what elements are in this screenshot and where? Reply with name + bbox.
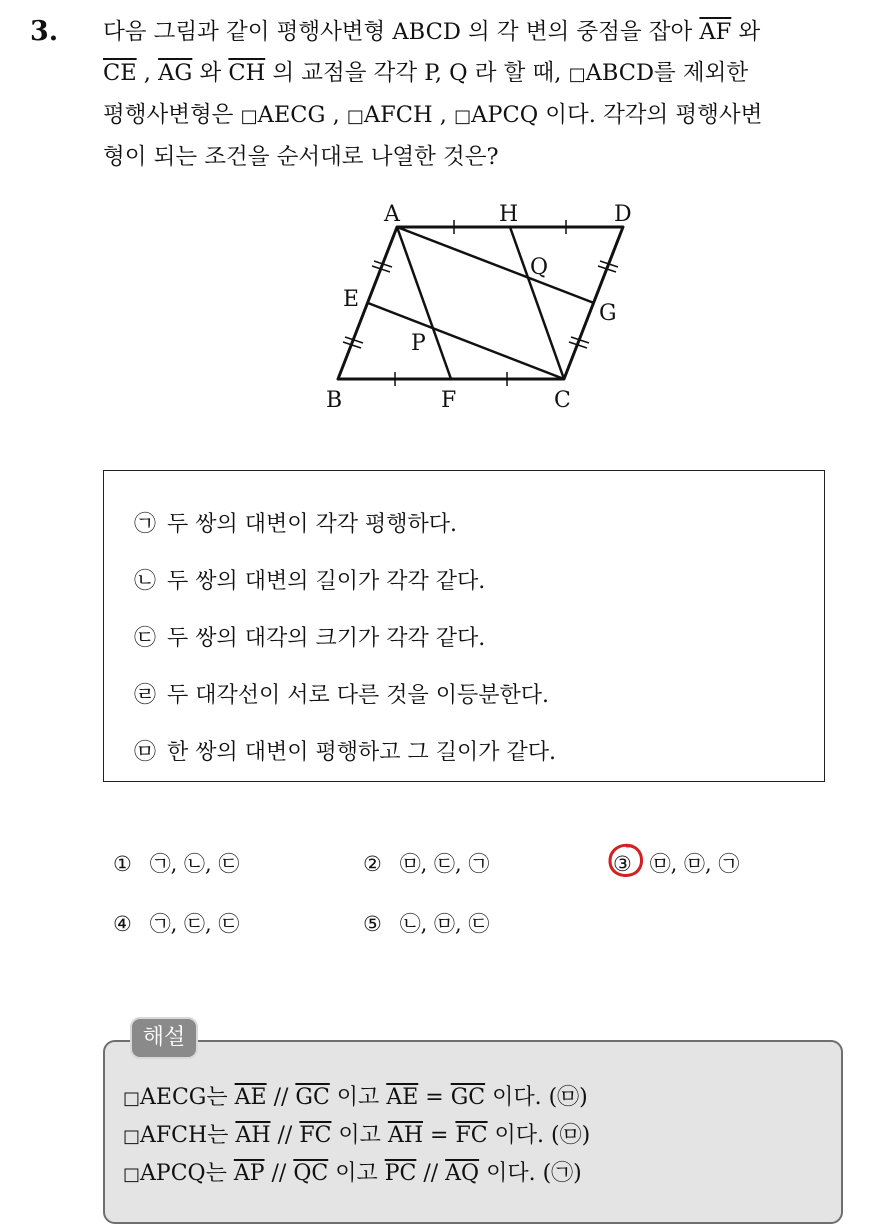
text-run: AECG , [257, 102, 347, 128]
square-symbol: □ [123, 1088, 141, 1109]
segment-notation: $\overline{AH}$ [235, 1123, 271, 1148]
text-run: 이다. (㉤) [485, 1085, 588, 1110]
question-text [103, 12, 873, 178]
label-f: F [441, 388, 457, 413]
choice-number: ⑤ [363, 912, 382, 936]
text-run: APCQ는 [140, 1161, 234, 1186]
choice-text: ㉠, ㉢, ㉢ [149, 912, 240, 936]
solution-tab: 해설 [130, 1017, 198, 1059]
text-run: 이고 [329, 1085, 387, 1110]
condition-text: 두 쌍의 대각의 크기가 각각 같다. [167, 626, 486, 651]
condition-marker: ㉡ [134, 569, 157, 594]
segment-notation: $\overline{FC}$ [455, 1123, 488, 1148]
choice-2[interactable] [363, 848, 489, 878]
condition-item [134, 678, 549, 709]
text-run: 이다. (㉠) [479, 1161, 582, 1186]
segment-ce [368, 303, 564, 379]
question-line [103, 53, 873, 95]
label-q: Q [530, 255, 549, 280]
question-number: 3. [30, 16, 59, 47]
text-run: // [270, 1123, 300, 1148]
condition-item [134, 735, 556, 766]
choice-number: ① [113, 852, 132, 876]
condition-item [134, 507, 457, 538]
label-g: G [599, 301, 617, 326]
text-run: = [418, 1085, 451, 1110]
question-line [103, 95, 873, 137]
text-run: ABCD를 제외한 [585, 60, 749, 86]
label-d: D [614, 202, 632, 227]
choice-text: ㉤, ㉤, ㉠ [649, 852, 740, 876]
solution-line [123, 1118, 590, 1149]
choice-number: ④ [113, 912, 132, 936]
segment-ag [397, 227, 594, 303]
condition-marker: ㉢ [134, 626, 157, 651]
question-line [103, 137, 873, 178]
segment-notation: $\overline{GC}$ [450, 1085, 486, 1110]
condition-text: 두 쌍의 대변의 길이가 각각 같다. [167, 569, 486, 594]
segment-af [397, 227, 451, 379]
segment-notation: $\overline{AQ}$ [445, 1161, 480, 1186]
label-a: A [384, 202, 400, 227]
conditions-box [103, 470, 825, 782]
choice-text: ㉠, ㉡, ㉢ [149, 852, 240, 876]
label-p: P [411, 331, 426, 356]
text-run: 다음 그림과 같이 평행사변형 ABCD 의 각 변의 중점을 잡아 [103, 19, 700, 45]
parallelogram-diagram [310, 190, 640, 420]
text-run: 의 교점을 각각 P, Q 라 할 때, [265, 60, 569, 86]
segment-notation: $\overline{AP}$ [233, 1161, 265, 1186]
segment-notation: $\overline{AH}$ [387, 1123, 424, 1148]
label-e: E [343, 287, 360, 312]
condition-marker: ㉠ [134, 512, 157, 537]
segment-notation: $\overline{QC}$ [293, 1161, 329, 1186]
segment-notation: $\overline{AF}$ [699, 19, 732, 45]
choice-3[interactable] [613, 848, 739, 878]
choice-4[interactable] [113, 908, 239, 938]
answer-circle-stroke [610, 845, 642, 875]
segment-notation: $\overline{AG}$ [158, 60, 193, 86]
segment-notation: $\overline{CE}$ [103, 60, 137, 86]
square-symbol: □ [346, 106, 364, 127]
condition-item [134, 564, 485, 595]
condition-text: 한 쌍의 대변이 평행하고 그 길이가 같다. [167, 740, 556, 765]
text-run: APCQ 이다. 각각의 평행사변 [471, 102, 763, 128]
text-run: 형이 되는 조건을 순서대로 나열한 것은? [103, 144, 499, 170]
text-run: 와 [192, 60, 229, 86]
square-symbol: □ [454, 106, 472, 127]
question-line [103, 12, 873, 53]
text-run: AFCH는 [140, 1123, 236, 1148]
square-symbol: □ [568, 64, 586, 85]
text-run: 이고 [331, 1123, 388, 1148]
choice-1[interactable] [113, 848, 239, 878]
text-run: // [266, 1085, 296, 1110]
condition-marker: ㉣ [134, 683, 157, 708]
condition-marker: ㉤ [134, 740, 157, 765]
text-run: 이고 [328, 1161, 385, 1186]
condition-item [134, 621, 485, 652]
solution-box [103, 1040, 843, 1224]
label-h: H [499, 202, 519, 227]
segment-notation: $\overline{FC}$ [299, 1123, 332, 1148]
answer-choices [113, 840, 793, 950]
label-b: B [326, 388, 343, 413]
parallelogram-abcd [338, 227, 623, 379]
choice-number: ② [363, 852, 382, 876]
label-c: C [554, 388, 571, 413]
choice-text: ㉤, ㉢, ㉠ [399, 852, 490, 876]
square-symbol: □ [240, 106, 258, 127]
text-run: 평행사변형은 [103, 102, 241, 128]
segment-ch [510, 227, 564, 379]
solution-line [123, 1156, 582, 1187]
choice-text: ㉡, ㉤, ㉢ [399, 912, 490, 936]
segment-notation: $\overline{GC}$ [295, 1085, 330, 1110]
segment-notation: $\overline{CH}$ [228, 60, 266, 86]
choice-5[interactable] [363, 908, 489, 938]
choice-number: ③ [613, 852, 632, 876]
parallelogram-figure [310, 190, 640, 420]
text-run: 와 [731, 19, 761, 45]
segment-notation: $\overline{AE}$ [234, 1085, 267, 1110]
segment-notation: $\overline{PC}$ [384, 1161, 417, 1186]
square-symbol: □ [123, 1164, 141, 1185]
answer-circle-mark [606, 842, 646, 880]
square-symbol: □ [123, 1126, 141, 1147]
text-run: = [423, 1123, 456, 1148]
text-run: AECG는 [140, 1085, 235, 1110]
condition-text: 두 쌍의 대변이 각각 평행하다. [167, 512, 457, 537]
text-run: // [416, 1161, 446, 1186]
text-run: // [264, 1161, 294, 1186]
text-run: 이다. (㉤) [487, 1123, 591, 1148]
condition-text: 두 대각선이 서로 다른 것을 이등분한다. [167, 683, 549, 708]
text-run: AFCH , [363, 102, 455, 128]
solution-line [123, 1080, 588, 1111]
segment-notation: $\overline{AE}$ [386, 1085, 419, 1110]
text-run: , [136, 60, 159, 86]
